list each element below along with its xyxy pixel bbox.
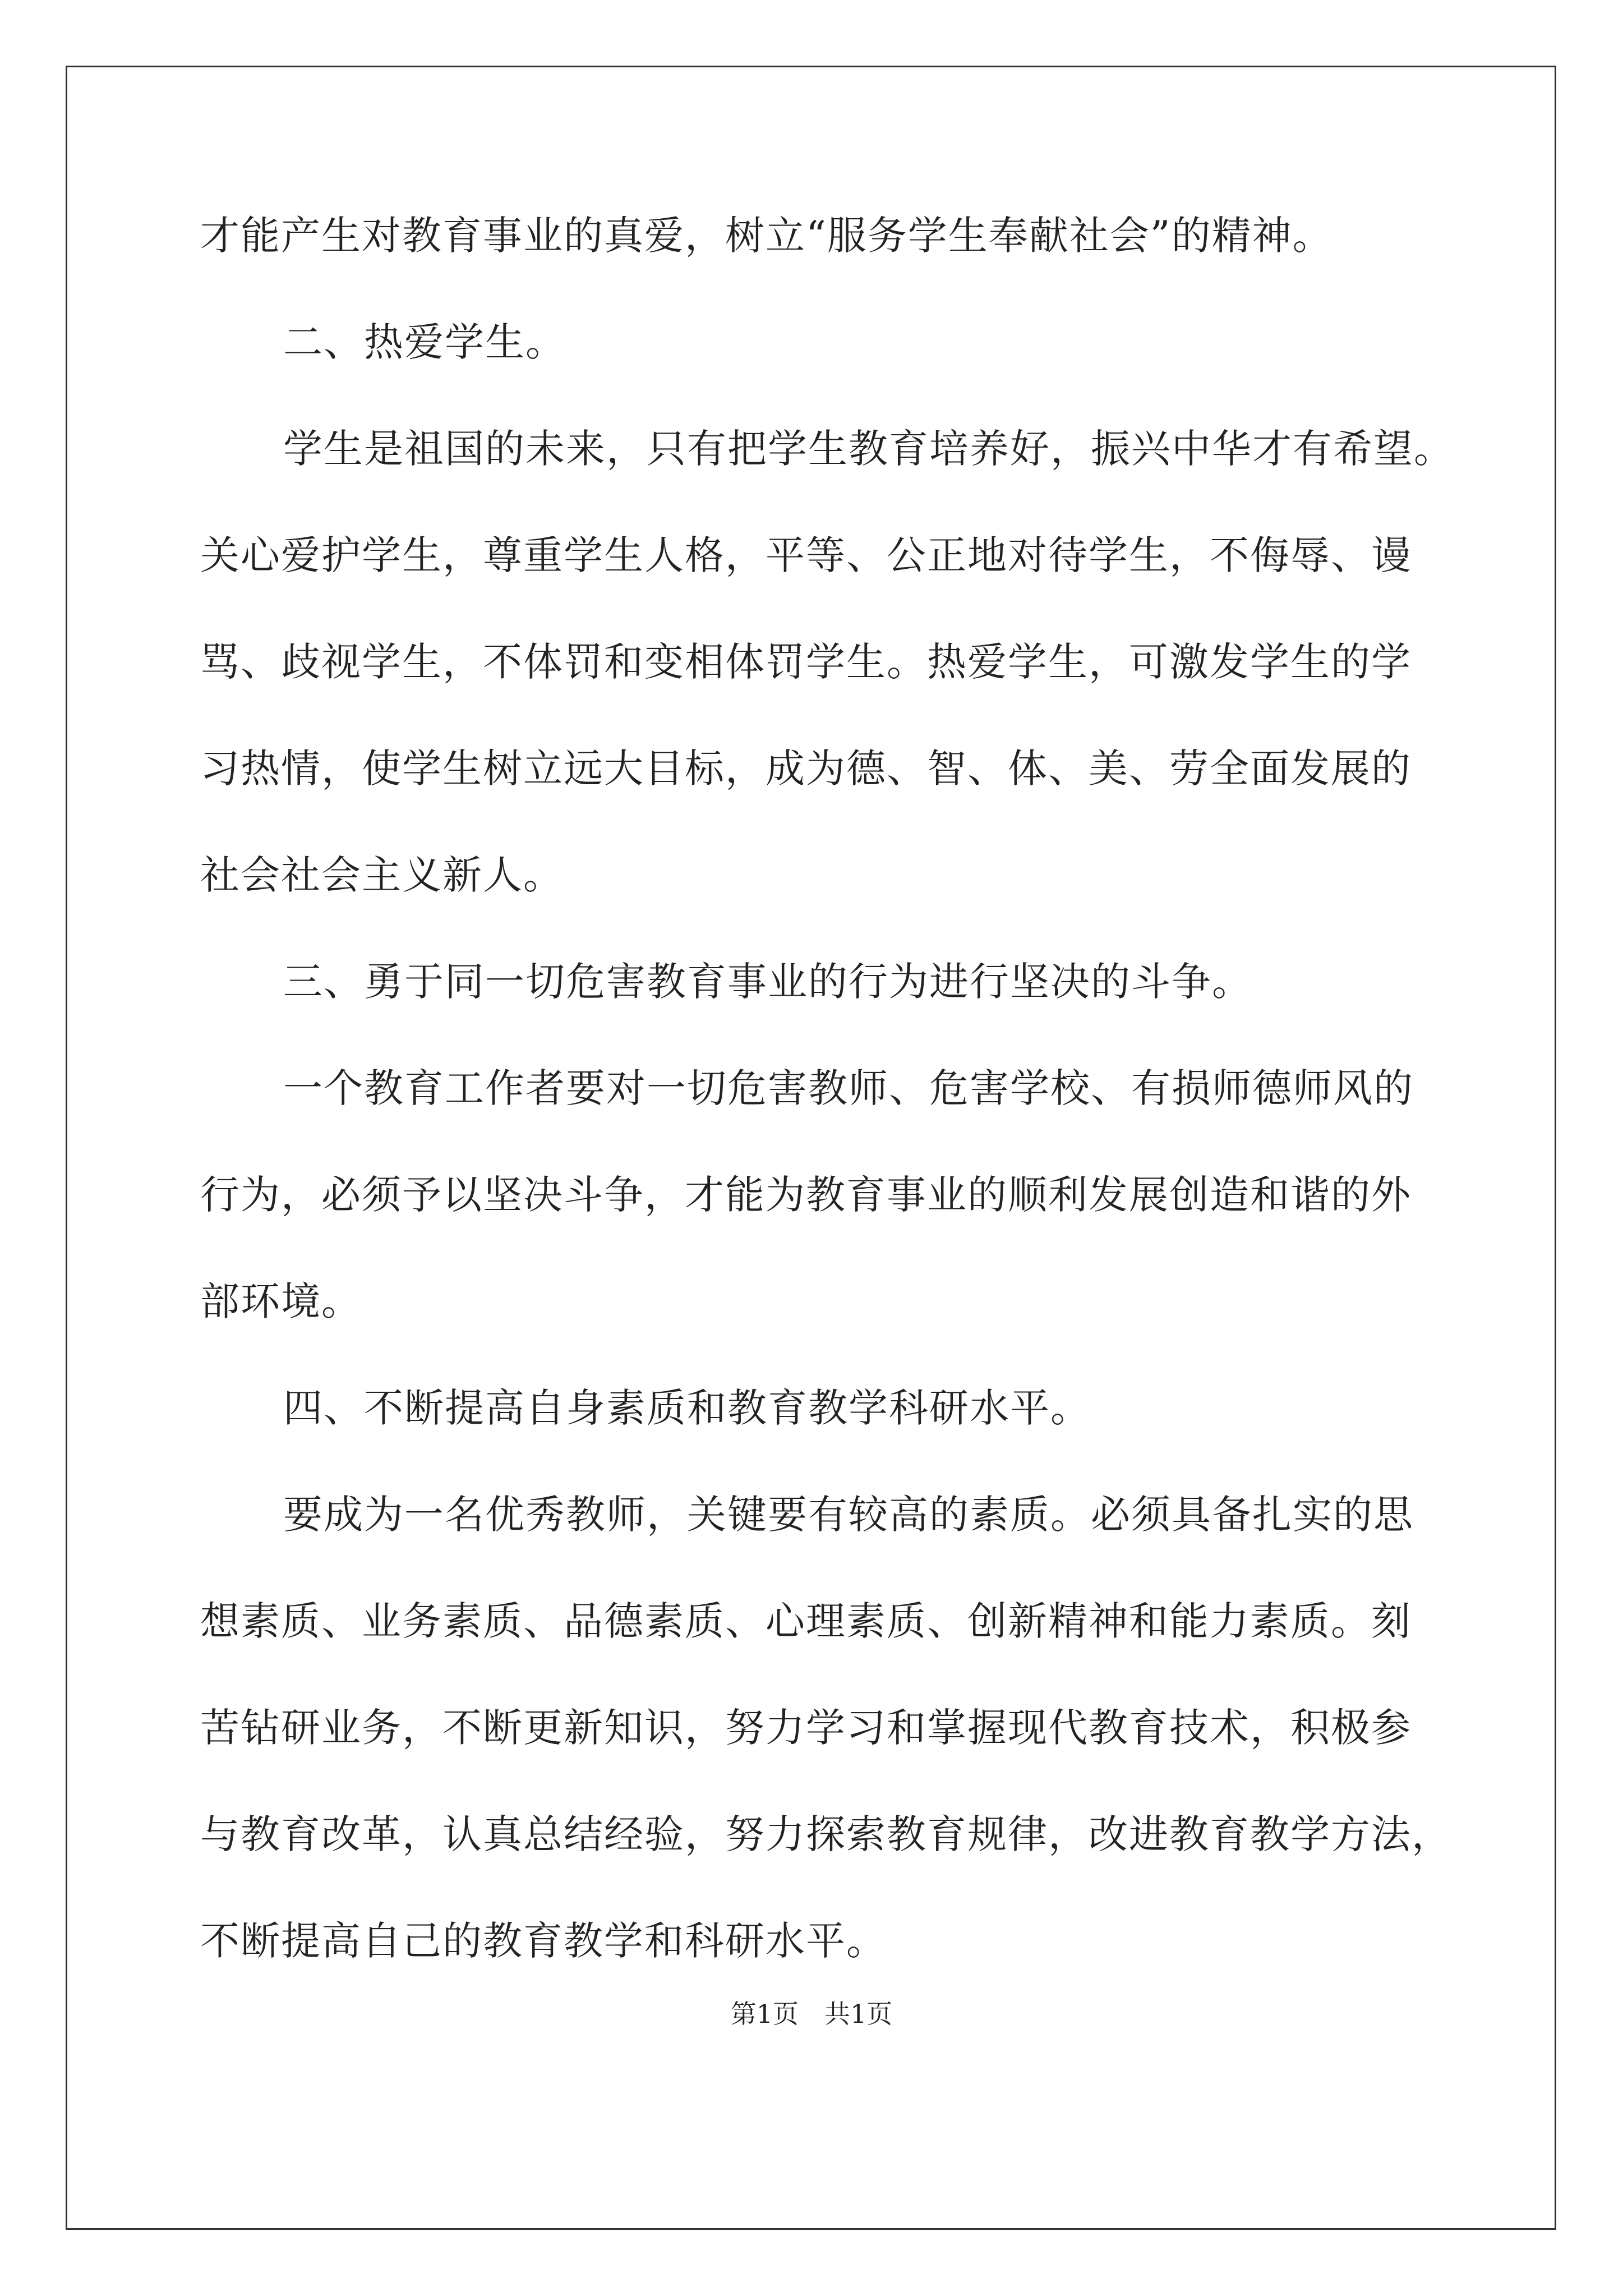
text-line: 才能产生对教育事业的真爱，树立“服务学生奉献社会”的精神。 <box>200 213 1333 259</box>
text-line: 骂、歧视学生，不体罚和变相体罚学生。热爱学生，可激发学生的学 <box>200 639 1412 685</box>
text-line: 要成为一名优秀教师，关键要有较高的素质。必须具备扎实的思 <box>283 1492 1414 1538</box>
section-heading: 二、热爱学生。 <box>283 319 566 365</box>
text-line: 习热情，使学生树立远大目标，成为德、智、体、美、劳全面发展的 <box>200 746 1412 792</box>
page-number-footer: 第1页 共1页 <box>730 1999 893 2029</box>
section-heading: 三、勇于同一切危害教育事业的行为进行坚决的斗争。 <box>283 959 1252 1005</box>
text-line: 想素质、业务素质、品德素质、心理素质、创新精神和能力素质。刻 <box>200 1598 1412 1644</box>
text-line: 不断提高自己的教育教学和科研水平。 <box>200 1918 887 1964</box>
text-line: 关心爱护学生，尊重学生人格，平等、公正地对待学生，不侮辱、谩 <box>200 532 1412 578</box>
text-line: 苦钻研业务，不断更新知识，努力学习和掌握现代教育技术，积极参 <box>200 1705 1412 1751</box>
text-line: 一个教育工作者要对一切危害教师、危害学校、有损师德师风的 <box>283 1065 1414 1111</box>
text-line: 部环境。 <box>200 1278 362 1324</box>
text-line: 社会社会主义新人。 <box>200 852 564 898</box>
section-heading: 四、不断提高自身素质和教育教学科研水平。 <box>283 1385 1091 1431</box>
text-line: 与教育改革，认真总结经验，努力探索教育规律，改进教育教学方法， <box>200 1811 1452 1857</box>
text-line: 行为，必须予以坚决斗争，才能为教育事业的顺利发展创造和谐的外 <box>200 1172 1412 1218</box>
page-border <box>66 66 1556 2230</box>
text-line: 学生是祖国的未来，只有把学生教育培养好，振兴中华才有希望。 <box>283 426 1454 472</box>
